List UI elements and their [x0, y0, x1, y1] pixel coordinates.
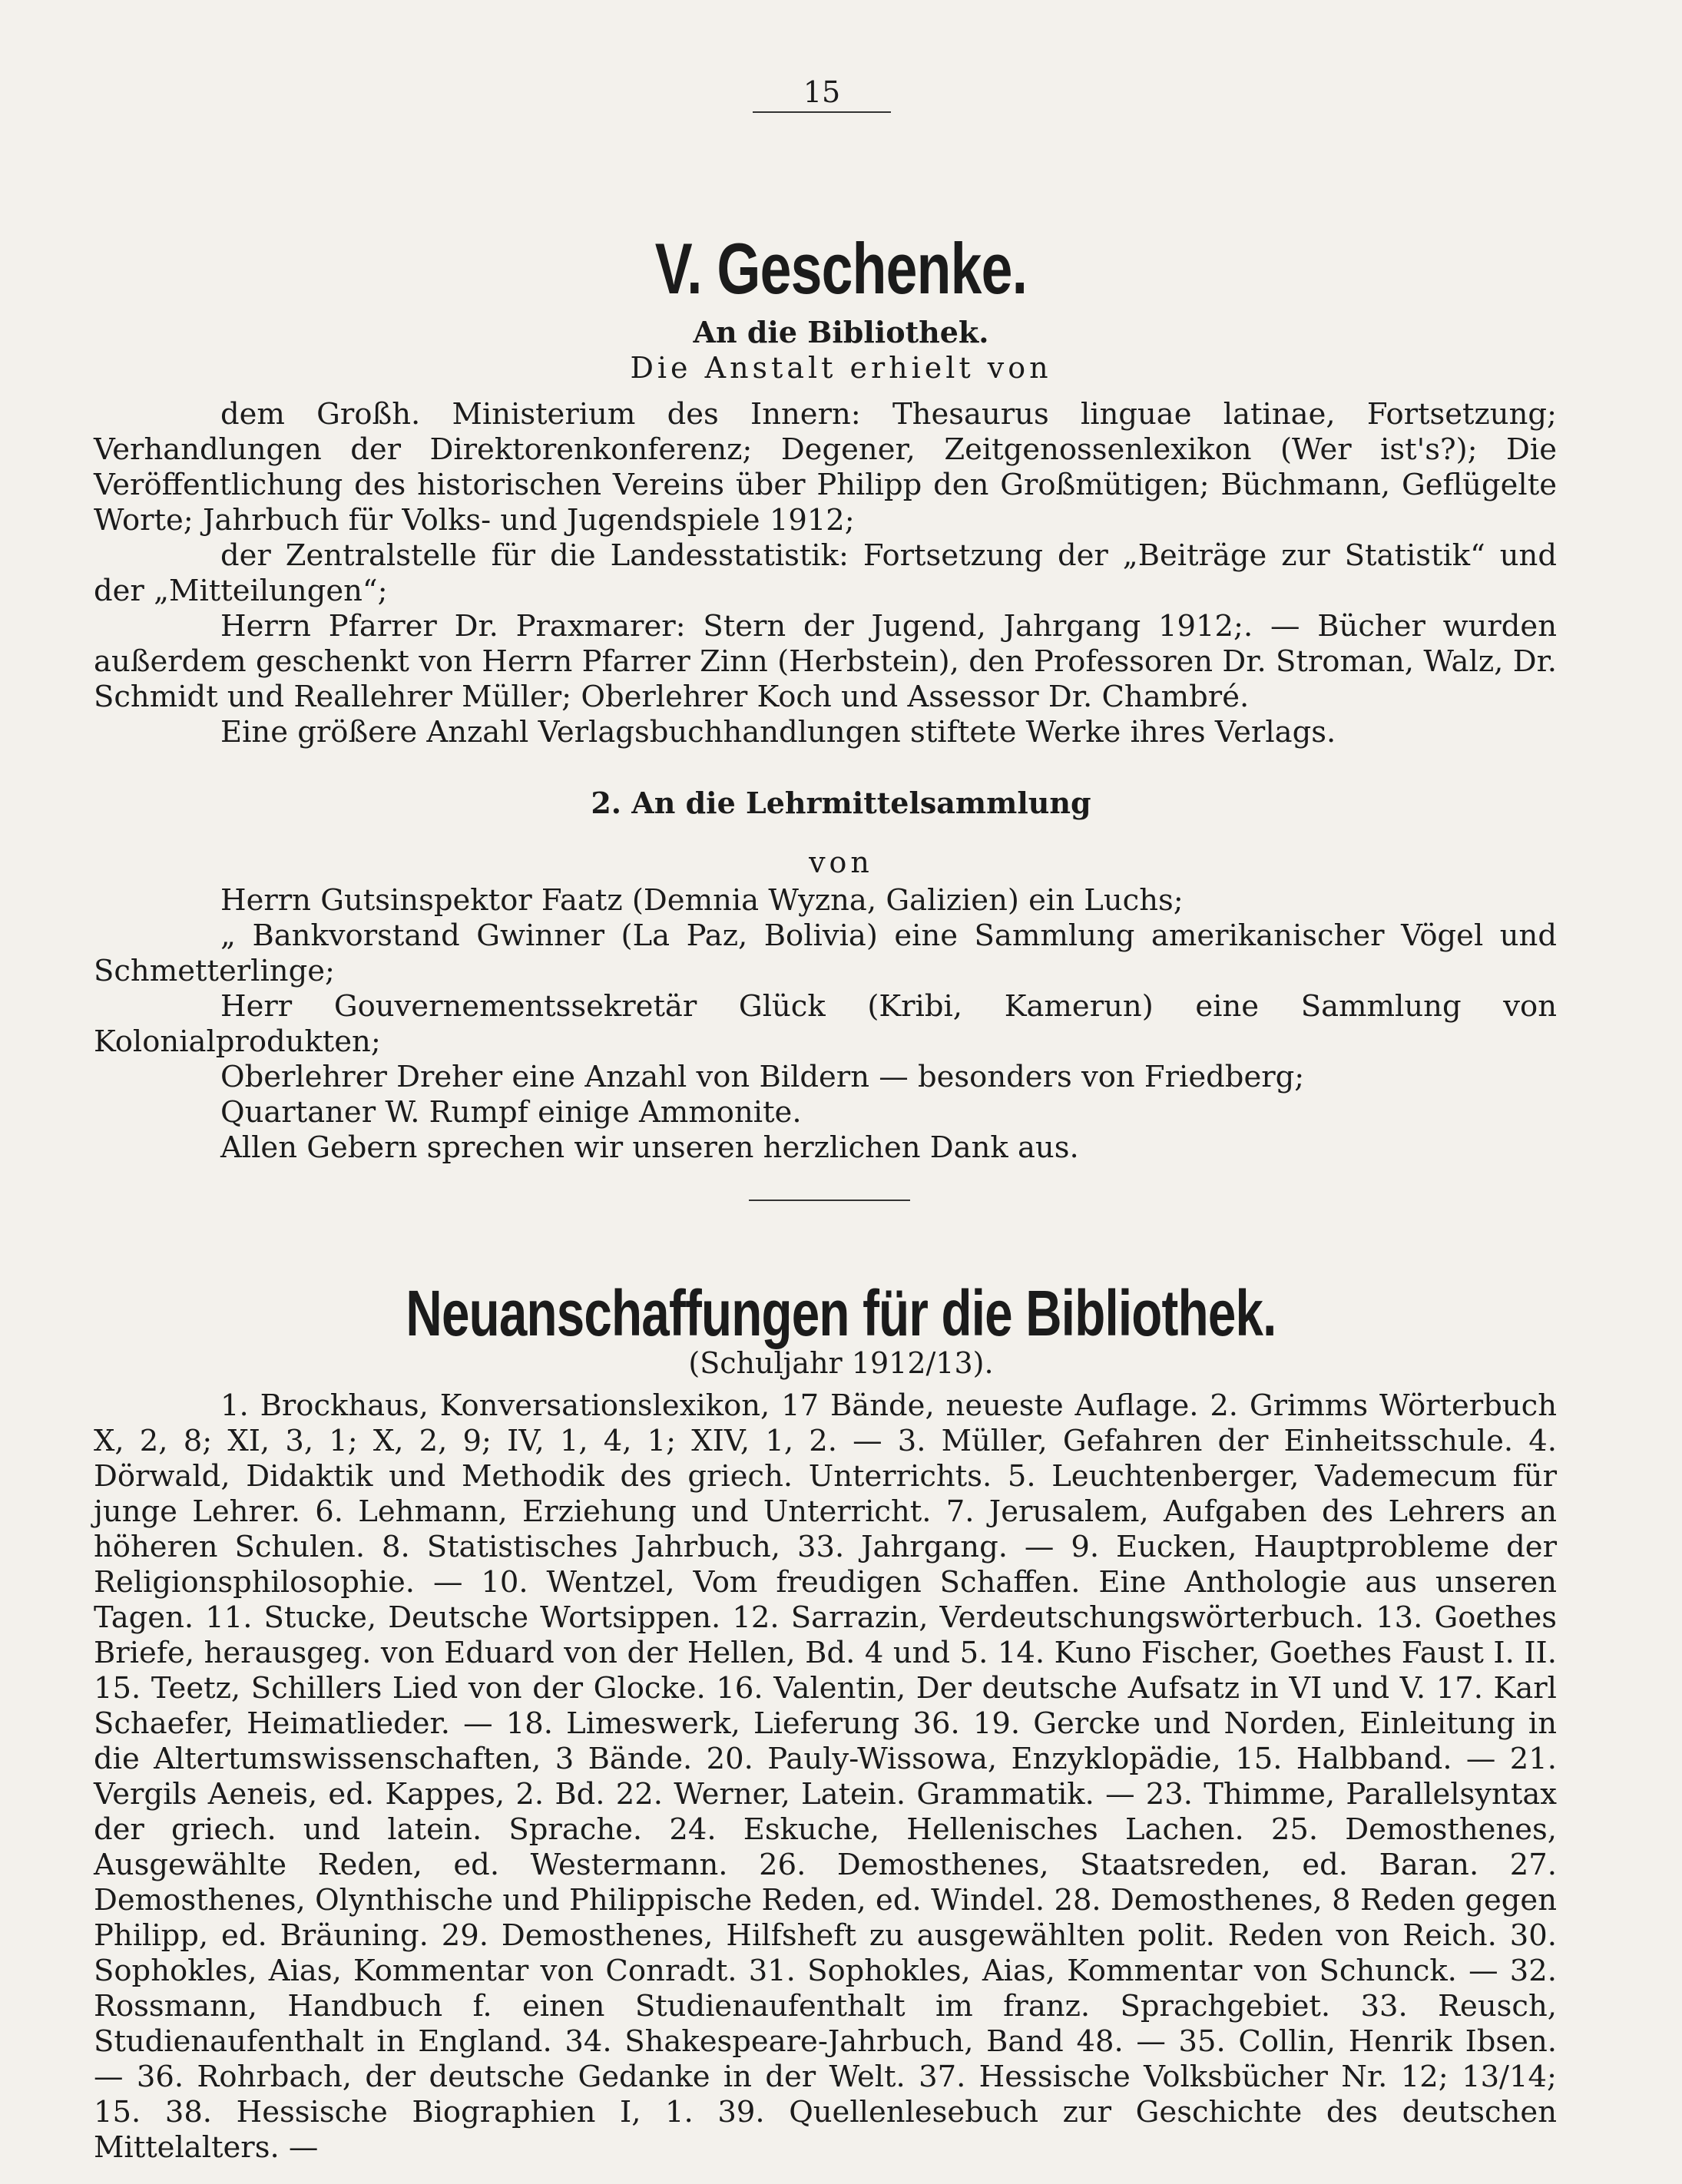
- subtitle-schuljahr: (Schuljahr 1912/13).: [688, 1346, 994, 1380]
- section-divider: [749, 1200, 910, 1201]
- section-title-geschenke: V. Geschenke.: [654, 228, 1028, 309]
- acquisitions-text: 1. Brockhaus, Konversationslexikon, 17 Bände, neueste Auflage. 2. Grimms Wörterbuch X, 2, 8; XI, 3, 1; X, 2, 9; IV, 1, 4, 1; XIV, 1, 2. — 3. Müller, Gefahren der Einheitsschule. 4. Dörwald, Didaktik und Methodik des griech. Unterrichts. 5. Leuchtenberger, Vademecum für junge Lehrer. 6. Lehmann, Erziehung und Unterricht. 7. Jerusalem, Aufgaben des Lehrers an höheren Schulen. 8. Statistisches Jahrbuch, 33. Jahrgang. — 9. Eucken, Hauptprobleme der Religionsphilosophie. — 10. Wentzel, Vom freudigen Schaffen. Eine Anthologie aus unseren Tagen. 11. Stucke, Deutsche Wortsippen. 12. Sarrazin, Verdeutschungswörterbuch. 13. Goethes Briefe, herausgeg. von Eduard von der Hellen, Bd. 4 und 5. 14. Kuno Fischer, Goethes Faust I. II. 15. Teetz, Schillers Lied von der Glocke. 16. Valentin, Der deutsche Aufsatz in VI und V. 17. Karl Schaefer, Heimatlieder. — 18. Limeswerk, Lieferung 36. 19. Gercke und Norden, Einleitung in die Altertumswissenschaften, 3 Bände. 20. Pauly-Wissowa, Enzyklopädie, 15. Halbband. — 21. Vergils Aeneis, ed. Kappes, 2. Bd. 22. Werner, Latein. Grammatik. — 23. Thimme, Parallelsyntax der griech. und latein. Sprache. 24. Eskuche, Hellenisches Lachen. 25. Demosthenes, Ausgewählte Reden, ed. Westermann. 26. Demosthenes, Staatsreden, ed. Baran. 27. Demosthenes, Olynthische und Philippische Reden, ed. Windel. 28. Demosthenes, 8 Reden gegen Philipp, ed. Bräuning. 29. Demosthenes, Hilfsheft zu ausgewählten polit. Reden von Reich. 30. Sophokles, Aias, Kommentar von Conradt. 31. Sophokles, Aias, Kommentar von Schunck. — 32. Rossmann, Handbuch f. einen Studienaufenthalt im franz. Sprachgebiet. 33. Reusch, Studienaufenthalt in England. 34. Shakespeare-Jahrbuch, Band 48. — 35. Collin, Henrik Ibsen. — 36. Rohrbach, der deutsche Gedanke in der Welt. 37. Hessische Volksbücher Nr. 12; 13/14; 15. 38. Hessische Biographien I, 1. 39. Quellenlesebuch zur Geschichte des deutschen Mittelalters. —: [94, 1388, 1557, 2165]
- subtitle-bibliothek: An die Bibliothek.: [693, 315, 989, 349]
- paragraph-rumpf: Quartaner W. Rumpf einige Ammonite.: [220, 1095, 802, 1130]
- paragraph-gwinner: „ Bankvorstand Gwinner (La Paz, Bolivia) eine Sammlung amerikanischer Vögel und Schmetterlinge;: [94, 918, 1557, 988]
- paragraph-praxmarer: Herrn Pfarrer Dr. Praxmarer: Stern der Jugend, Jahrgang 1912;. — Bücher wurden außerdem geschenkt von Herrn Pfarrer Zinn (Herbstein), den Professoren Dr. Stroman, Walz, Dr. Schmidt und Reallehrer Müller; Oberlehrer Koch und Assessor Dr. Chambré.: [94, 609, 1557, 714]
- lehrmittel-paragraphs: [94, 883, 1557, 1166]
- subtitle-lehrmittelsammlung: 2. An die Lehrmittelsammlung: [591, 786, 1091, 820]
- section2-von: von: [809, 845, 873, 879]
- page-number: 15: [753, 73, 891, 113]
- neuanschaffungen-list: [94, 1388, 1557, 2166]
- paragraph-dreher: Oberlehrer Dreher eine Anzahl von Bildern — besonders von Friedberg;: [220, 1060, 1305, 1094]
- paragraph-verlage: Eine größere Anzahl Verlagsbuchhandlungen stiftete Werke ihres Verlags.: [220, 715, 1336, 750]
- paragraph-zentralstelle: der Zentralstelle für die Landesstatistik: Fortsetzung der „Beiträge zur Statistik“ und der „Mitteilungen“;: [94, 538, 1557, 608]
- paragraph-ministerium: dem Großh. Ministerium des Innern: Thesaurus linguae latinae, Fortsetzung; Verhandlungen der Direktorenkonferenz; Degener, Zeitgenossenlexikon (Wer ist's?); Die Veröffentlichung des historischen Vereins über Philipp den Großmütigen; Büchmann, Geflügelte Worte; Jahrbuch für Volks- und Jugendspiele 1912;: [94, 397, 1557, 538]
- paragraph-faatz: Herrn Gutsinspektor Faatz (Demnia Wyzna, Galizien) ein Luchs;: [220, 883, 1184, 918]
- intro-line: Die Anstalt erhielt von: [630, 351, 1052, 385]
- paragraph-dank: Allen Gebern sprechen wir unseren herzlichen Dank aus.: [220, 1130, 1079, 1165]
- paragraph-glueck: Herr Gouvernementssekretär Glück (Kribi, Kamerun) eine Sammlung von Kolonialprodukten;: [94, 989, 1557, 1059]
- geschenke-paragraphs: [94, 397, 1557, 750]
- section-title-neuanschaffungen: Neuanschaffungen für die Bibliothek.: [406, 1277, 1276, 1349]
